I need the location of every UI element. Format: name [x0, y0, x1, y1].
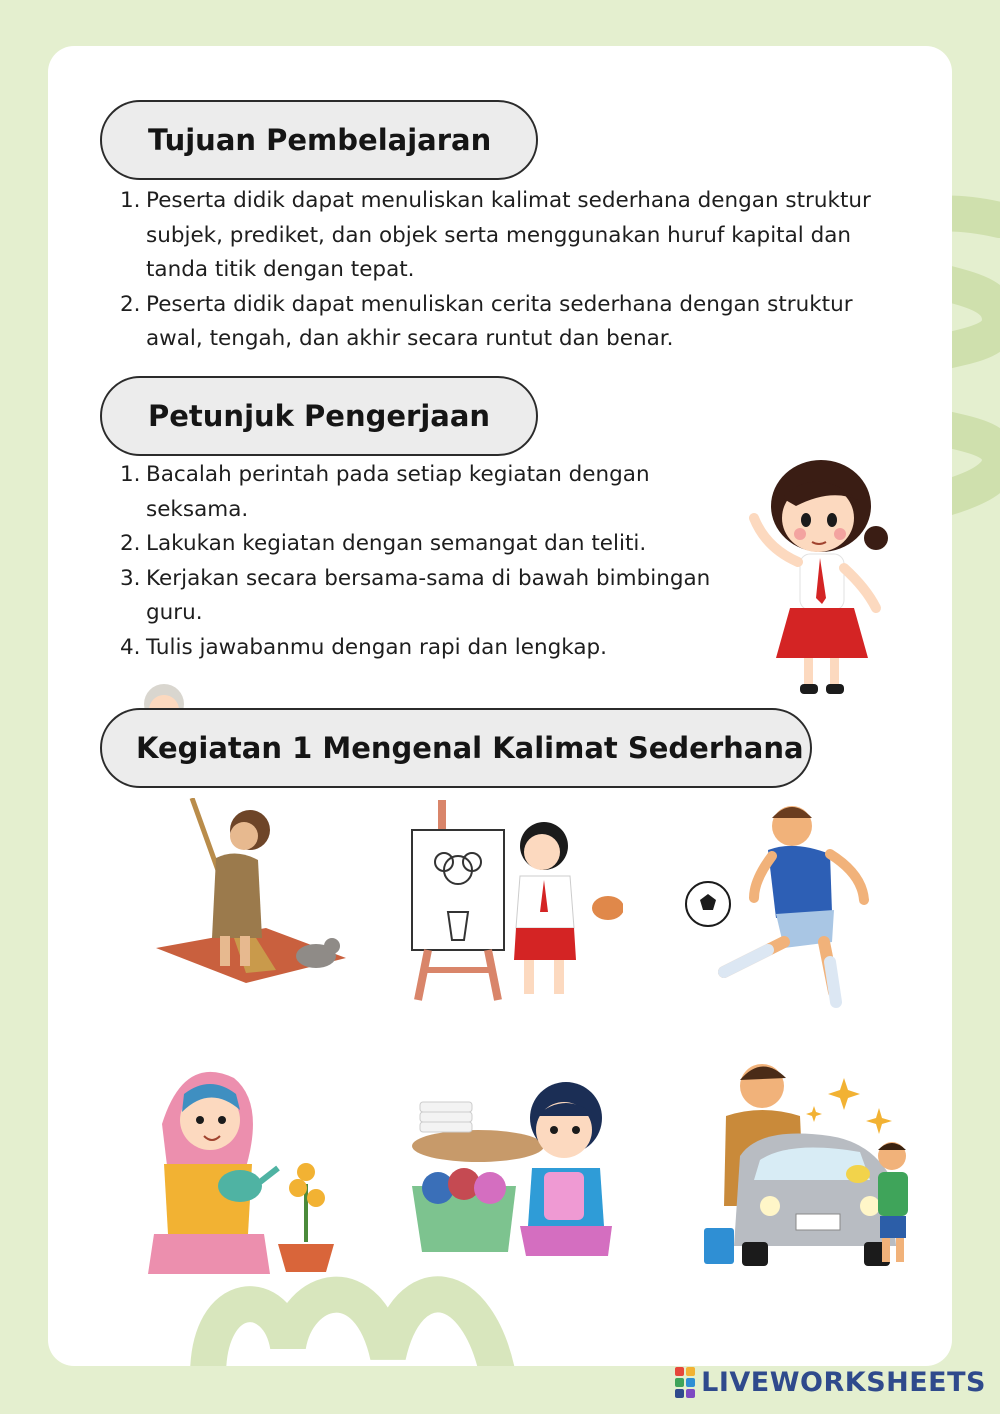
logo-icon — [675, 1367, 695, 1398]
list-item: 3. Kerjakan secara bersama-sama di bawah bimbingan guru. — [120, 565, 711, 625]
list-item: 1. Peserta didik dapat menuliskan kalimat sederhana dengan struktur subjek, prediket, dan objek serta menggunakan huruf kapital dan tanda titik dengan tepat. — [120, 188, 871, 282]
worksheet-page — [48, 46, 952, 1366]
petunjuk-list — [120, 458, 720, 665]
section-title-tujuan — [100, 100, 538, 180]
liveworksheets-logo[interactable] — [675, 1367, 986, 1398]
brand-name: LIVEWORKSHEETS — [701, 1367, 986, 1398]
list-item: 2. Peserta didik dapat menuliskan cerita sederhana dengan struktur awal, tengah, dan akhir secara runtut dan benar. — [120, 291, 853, 351]
section-title-kegiatan — [100, 708, 812, 788]
boy-playing-football-illustration — [684, 802, 894, 1022]
girl-watering-flowers-illustration — [148, 1064, 348, 1284]
girl-folding-laundry-illustration — [408, 1076, 613, 1261]
list-item: 4. Tulis jawabanmu dengan rapi dan lengkap. — [120, 634, 607, 660]
child-sweeping-illustration — [146, 798, 356, 988]
girl-painting-illustration — [408, 800, 623, 1010]
list-item: 1. Bacalah perintah pada setiap kegiatan dengan seksama. — [120, 462, 650, 522]
kegiatan-title-text: Kegiatan 1 Mengenal Kalimat Sederhana — [136, 731, 804, 765]
tujuan-list — [120, 184, 890, 357]
girl-pointing-illustration — [736, 458, 896, 703]
father-and-son-washing-car-illustration — [700, 1056, 925, 1271]
petunjuk-title-text: Petunjuk Pengerjaan — [148, 399, 491, 433]
list-item: 2. Lakukan kegiatan dengan semangat dan teliti. — [120, 531, 647, 556]
tujuan-title-text: Tujuan Pembelajaran — [148, 123, 492, 157]
section-title-petunjuk — [100, 376, 538, 456]
